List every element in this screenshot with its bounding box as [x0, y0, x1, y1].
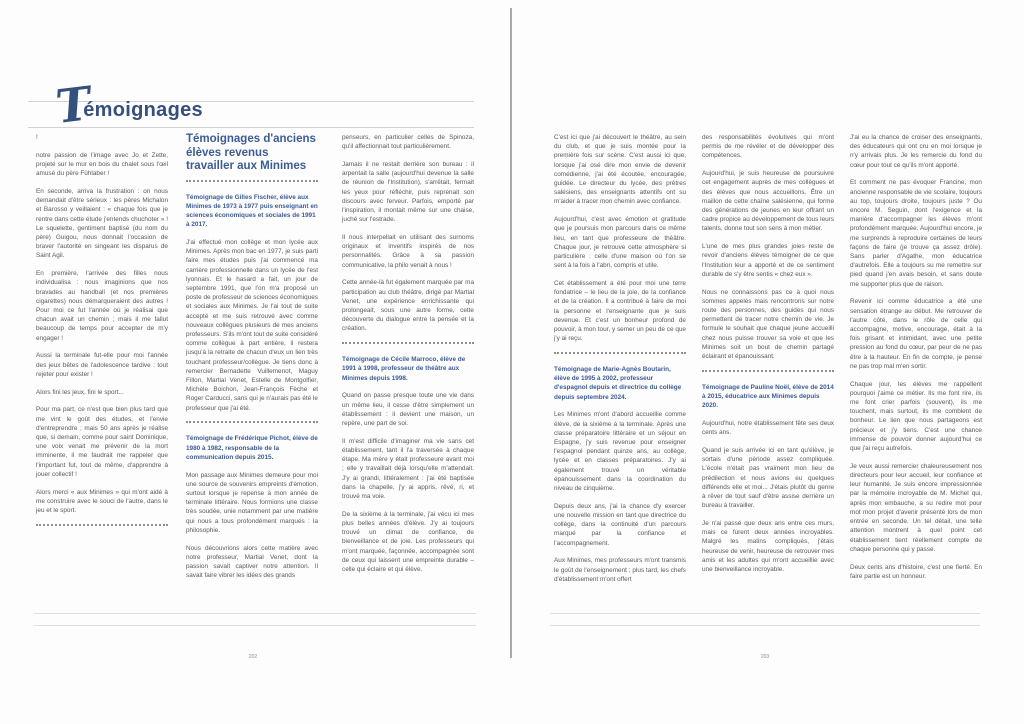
paragraph: Il nous interpellait en utilisant des surnoms originaux et inventifs inspirés de nos personnalités. Grâce à sa passion communicative, la philo venait à nous ! [342, 234, 474, 269]
paragraph: Il m'est difficile d'imaginer ma vie sans cet établissement, tant il l'a traversée à chaque étape. Ma mère y était professeure avant moi ; elle y travaillait déjà lorsqu'elle m'attendait. J'y ai grandi, littéralement : j'ai été baptisée dans la chapelle, j'y ai appris, rêvé, ri, et trouvé ma voie. [342, 437, 474, 501]
dotted-separator [36, 524, 168, 526]
testimonial-heading: Témoignage de Pauline Noël, élève de 2014 à 2015, éducatrice aux Minimes depuis 2020. [702, 383, 834, 410]
paragraph: Aujourd'hui, je suis heureuse de poursuivre cet engagement auprès de mes collègues et des élèves que nous accueillons. Être un maillon de cette chaîne salésienne, qui forme des générations de jeunes en leur offrant un cadre propice au développement de tous leurs talents, donne tout son sens à mon métier. [702, 170, 834, 233]
paragraph: Aux Minimes, mes professeurs m'ont transmis le goût de l'enseignement ; plus tard, les chefs d'établissement m'ont offert [554, 557, 686, 583]
paragraph: Quand je suis arrivée ici en tant qu'élève, je sortais d'une période assez compliquée. L'école n'était pas vraiment mon lieu de prédilection et nous avions eu quelques différends elle et moi... J'étais plutôt du genre à rêver de tout sauf d'être assise derrière un bureau à travailler. [702, 447, 834, 510]
paragraph: En première, l'arrivée des filles nous individualisa : nous imaginions que nos bravades au handball (et nos premières cigarettes) nous démarqueraient des autres ! Pour moi ce fut l'année où je réalisai que chacun avait un chemin ; mais il me fallut beaucoup de temps pour accepter de m'y engager ! [36, 270, 168, 342]
paragraph: Cette année-là fut également marquée par ma participation au club théâtre, dirigé par Martial Venet, une expérience enrichissante qui prolongeait, sous une autre forme, cette découverte du dialogue entre la pensée et la création. [342, 279, 474, 333]
page-number: 203 [760, 654, 770, 660]
paragraph: Depuis deux ans, j'ai la chance d'y exercer une nouvelle mission en tant que directrice du collège, dans la continuité d'un parcours marqué par la confiance et l'accompagnement. [554, 502, 686, 547]
text-column [850, 133, 982, 590]
dotted-separator [702, 370, 834, 372]
paragraph: Nous ne connaissons pas ce à quoi nous sommes appelés mais rencontrons sur notre route des personnes, des guides qui nous permettent de tracer notre chemin de vie. Je formule le souhait que chaque jeune accueilli chez nous puisse trouver sa voie et que les Minimes soit un bout de chemin partagé éclairant et épanouissant. [702, 288, 834, 361]
paragraph: Alors fini les jeux, fini le sport... [36, 388, 124, 396]
footer-rule [550, 613, 980, 614]
paragraph: Les Minimes m'ont d'abord accueillie comme élève, de la sixième à la terminale. Après une classe préparatoire littéraire et un séjour en Espagne, j'y suis revenue pour enseigner l'espagnol pendant quinze ans, au collège, lycée et en classes préparatoires. J'y ai également trouvé un véritable épanouissement dans la coordination du niveau de cinquième. [554, 411, 686, 493]
paragraph: Aujourd'hui, notre établissement fête ses deux cents ans. [702, 420, 834, 437]
section-title [52, 76, 210, 134]
paragraph: des responsabilités évolutives qui m'ont permis de me révéler et de développer des compétences. [702, 134, 834, 160]
paragraph: Alors merci « aux Minimes » qui m'ont aidé à me construire avec le souci de l'autre, dans le jeu et le sport. [36, 488, 168, 515]
paragraph: Nous découvrions alors cette matière avec notre professeur, Martial Venet, dont la passion savait captiver notre attention. Il savait faire vibrer les idées des grands [186, 544, 318, 580]
section-heading: Témoignages d'anciens élèves revenus travailler aux Minimes [186, 133, 316, 172]
page-number: 202 [248, 654, 258, 660]
dotted-separator [342, 342, 474, 344]
dotted-separator [554, 352, 686, 354]
paragraph: Je n'ai passé que deux ans entre ces murs, mais ce furent deux années incroyables. Malgré les matins compliqués, j'étais heureuse de venir, heureuse de retrouver mes amis et les adultes qui m'ont accueillie avec une bienveillance incroyable. [702, 520, 834, 574]
paragraph: Je veux aussi remercier chaleureusement nos directeurs pour leur accueil, leur confiance et leur humanité. Je suis encore impressionnée par la mémoire incroyable de M. Michel qui, après mon embauche, a su redire mot pour mot mon projet d'avenir présenté lors de mon entrée en seconde. Un tel détail, une telle attention montrent à quel point cet établissement tient réellement compte de chaque personne qui y passe. [850, 462, 982, 553]
testimonial-heading: Témoignage de Frédérique Pichot, élève de 1980 à 1982, responsable de la communication depuis 2015. [186, 435, 318, 461]
paragraph: Aussi la terminale fut-elle pour moi l'année des jeux bêtes de l'adolescence tardive : tout rejeter pour exister ! [36, 352, 168, 378]
testimonial-heading: Témoignage de Gilles Fischer, élève aux Minimes de 1973 à 1977 puis enseignant en sciences économiques et sociales de 1991 à 2017. [186, 193, 318, 229]
text-column [342, 133, 474, 583]
paragraph: notre passion de l'image avec Jo et Zette, projeté sur le mur en bois du chalet sous l'œil amusé du père Fühlaber ! [36, 151, 168, 178]
dotted-separator [186, 421, 318, 423]
paragraph: Mon passage aux Minimes demeure pour moi une source de souvenirs empreints d'émotion, surtout lorsque je repense à mon année de terminale littéraire. Nous formions une classe très soudée, unie notamment par une matière qui nous a tous profondément marqués : la philosophie. [186, 471, 318, 534]
paragraph: Chaque jour, les élèves me rappellent pourquoi j'aime ce métier. Ils me font rire, ils me font crier parfois (souvent), ils me touchent, mais surtout, ils me comblent de bonheur. Le lien que nous partageons est précieux et j'y tiens. C'est une chance immense de pouvoir donner aujourd'hui ce que j'ai reçu autrefois. [850, 380, 982, 453]
testimonial-heading: Témoignage de Marie-Agnès Boutarin, élève de 1995 à 2002, professeur d'espagnol depuis et directrice du collège depuis septembre 2024. [554, 366, 682, 401]
paragraph: Deux cents ans d'histoire, c'est une fierté. En faire partie est un honneur. [850, 563, 982, 580]
footer-rule [34, 613, 476, 614]
script-t-initial: T [52, 76, 94, 134]
paragraph: Aujourd'hui, c'est avec émotion et gratitude que je poursuis mon parcours dans ce même lieu, en tant que professeure de théâtre. Chaque jour, je retrouve cette atmosphère si particulière : celle d'une maison où l'on se sent à la fois à l'abri, compris et utile. [554, 216, 686, 270]
paragraph: J'ai effectué mon collège et mon lycée aux Minimes. Après mon bac en 1977, je suis parti faire mes études puis j'ai commencé ma carrière professionnelle dans un lycée de l'est lyonnais. Et le hasard a fait, un jour de septembre 1991, que l'on m'a proposé un poste de professeur de sciences économiques et sociales aux Minimes. Je l'ai tout de suite accepté et me suis retrouvé avec comme nouveaux collègues plusieurs de mes anciens professeurs. S'ils m'ont tout de suite considéré comme collègue à part entière, il restera jusqu'à la retraite de chacun d'eux un lien très touchant professeur/collègue. Je tiens donc à remercier Bernadette Vuillemenot, Maguy Fillon, Martial Venet, Estelle de Montgolfier, Michèle Boichon, Jean-François Fèche et Roger Carducci, sans qui je n'aurais pas été le professeur que j'ai été. [186, 238, 318, 412]
spine-divider [510, 8, 512, 658]
footer-rule [34, 625, 476, 626]
paragraph: Pour ma part, ce n'est que bien plus tard que me vint le goût des études, et l'envie d'entreprendre ; mais 50 ans après je réalise que, si demain, comme pour saint Dominique, une voix venait me prévenir de la mort imminente, il me faudrait me rappeler que l'important fut, tout de même, d'apprendre à jouer collectif ! [36, 406, 168, 478]
paragraph: Quand on passe presque toute une vie dans un même lieu, il cesse d'être simplement un établissement : il devient une maison, un repère, une part de soi. [342, 392, 474, 428]
section-title-text: émoignages [83, 99, 203, 121]
paragraph: C'est ici que j'ai découvert le théâtre, au sein du club, et que je suis montée pour la première fois sur scène. C'est aussi ici que, lorsque j'ai osé dire mon envie de devenir comédienne, j'ai été écoutée, encouragée, guidée. Le directeur du lycée, des prêtres salésiens, des enseignants attentifs ont su m'aider à tracer mon chemin avec confiance. [554, 134, 686, 206]
paragraph: L'une de mes plus grandes joies reste de revoir d'anciens élèves témoigner de ce que l'Institution leur a apporté et de ce sentiment durable de s'y être sentis « chez eux ». [702, 243, 834, 278]
paragraph: Et comment ne pas évoquer Francine, mon ancienne responsable de vie scolaire, toujours au top, toujours droite, toujours juste ? Ou encore M. Seguin, dont l'exigence et la manière d'accompagner les élèves m'ont profondément marquée. Aujourd'hui encore, je me surprends à reproduire certaines de leurs façons de faire (je trouve ça assez drôle). Sans parler d'Agathe, mon éducatrice d'autrefois. Elle a toujours su me remettre sur pied quand j'en avais besoin, et sans doute me supporter plus que de raison. [850, 179, 982, 288]
text-column [36, 133, 168, 537]
text-column [554, 133, 686, 593]
paragraph: Revenir ici comme éducatrice a été une sensation étrange au début. Me retrouver de l'autre côté, dans le rôle de celle qui accompagne, motive, encourage, était à la fois grisant et intimidant, avec une petite pression au fond du cœur, par peur de ne pas être à la hauteur. En fin de compte, je pense ne pas trop mal m'en sortir. [850, 298, 982, 370]
paragraph: Cet établissement a été pour moi une terre fondatrice – le lieu de la joie, de la confiance et de la création. Il a contribué à faire de moi la personne et l'enseignante que je suis devenue. Et c'est un bonheur profond de pouvoir, à mon tour, y semer un peu de ce que j'y ai reçu. [554, 280, 686, 343]
dotted-separator [186, 180, 318, 182]
paragraph: ! [36, 134, 38, 141]
paragraph: J'ai eu la chance de croiser des enseignants, des éducateurs qui ont cru en moi lorsque je n'y arrivais plus. Je les remercie du fond du cœur pour tout ce qu'ils m'ont apporté. [850, 134, 982, 169]
paragraph: De la sixième à la terminale, j'ai vécu ici mes plus belles années d'élève. J'y ai toujours trouvé un climat de confiance, de bienveillance et de joie. Les professeurs qui m'ont marquée, façonnée, accompagnée sont de ceux qui laissent une empreinte durable – celle qui éclaire et qui élève. [342, 510, 474, 574]
text-column [186, 133, 318, 589]
paragraph: En seconde, arriva la frustration : on nous demandait d'être sérieux : les pères Michalon et Barosso y veillaient : « chaque fois que je rentre dans cette étude j'entends chuchoter » ! Le squelette, gentiment baptisé (du nom du père) Guigou, nous donnait l'occasion de braver l'autorité en singeant les disparus de Saint Agil. [36, 188, 168, 260]
paragraph: Jamais il ne restait derrière son bureau : il arpentait la salle (aujourd'hui devenue la salle de réunion de l'Institution), s'arrêtait, fermait les yeux pour réfléchir, puis reprenait son discours avec ferveur. Parfois, emporté par l'inspiration, il montait même sur une chaise, juché sur l'estrade. [342, 161, 474, 224]
testimonial-heading: Témoignage de Cécile Marroco, élève de 1991 à 1998, professeur de théâtre aux Minimes depuis 1998. [342, 356, 466, 382]
paragraph: penseurs, en particulier celles de Spinoza, qu'il affectionnait tout particulièrement. [342, 134, 474, 151]
footer-rule [550, 625, 980, 626]
text-column [702, 133, 834, 583]
